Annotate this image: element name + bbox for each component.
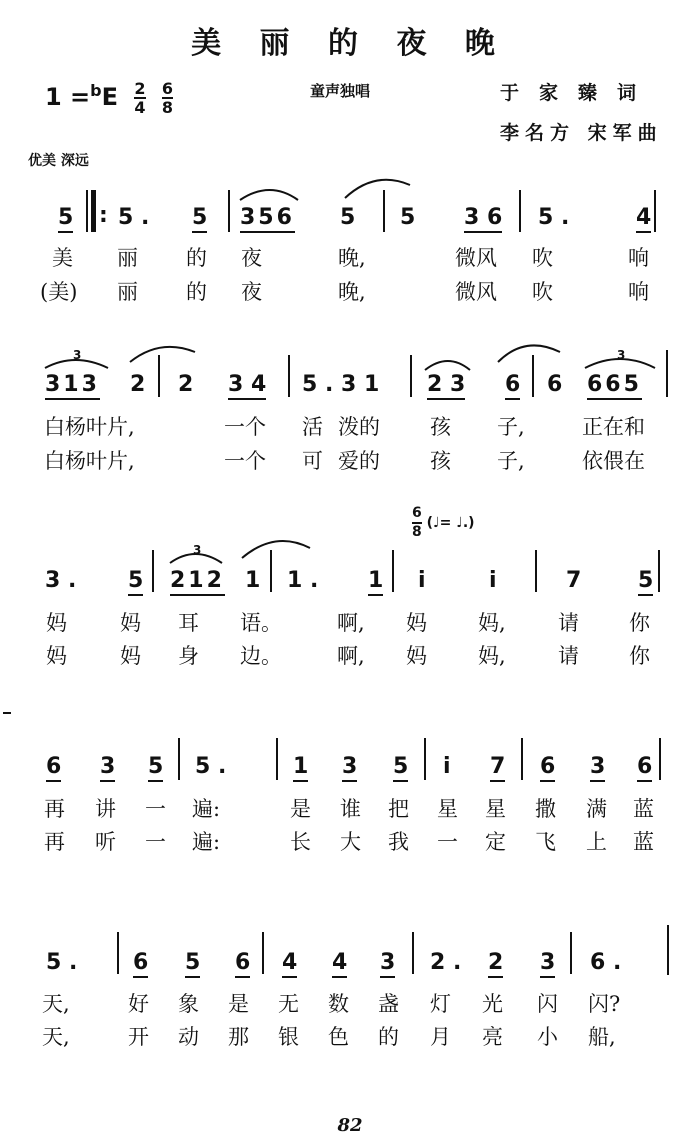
lyric: 听 — [95, 830, 116, 854]
lyric: 讲 — [95, 797, 116, 821]
lyric: 上 — [586, 830, 607, 854]
lyric: 数 — [328, 992, 349, 1016]
slur — [242, 541, 310, 558]
note: 7 — [490, 754, 505, 782]
lyric: 灯 — [430, 992, 451, 1016]
barline — [659, 738, 661, 780]
lyric: 活 — [302, 415, 323, 439]
note-group: 2 3 — [427, 372, 465, 400]
lyric: 星 — [485, 797, 506, 821]
flat-sign: b — [90, 81, 102, 100]
lyric: 飞 — [535, 830, 556, 854]
slur — [498, 345, 560, 362]
lyric: 谁 — [340, 797, 361, 821]
barline — [535, 550, 537, 592]
lyric: 孩 — [430, 415, 451, 439]
lyric: 的 — [378, 1025, 399, 1049]
lyric: 闪 — [537, 992, 558, 1016]
lyric: 天, — [42, 1025, 70, 1049]
lyric: 是 — [290, 797, 311, 821]
note-group: 665 — [587, 372, 642, 400]
lyric: 妈 — [46, 644, 67, 668]
barline — [276, 738, 278, 780]
note: 5 — [393, 754, 408, 782]
note: 5 — [128, 568, 143, 596]
note: 5 — [638, 568, 653, 596]
lyric: 一 — [145, 830, 166, 854]
lyric: 耳 — [178, 611, 199, 635]
lyric: 一 — [437, 830, 458, 854]
barline — [570, 932, 572, 974]
lyric: 无 — [278, 992, 299, 1016]
barline — [658, 550, 660, 592]
lyric: 盏 — [378, 992, 399, 1016]
lyric: 我 — [388, 830, 409, 854]
note: 5 . — [118, 205, 150, 230]
lyric: 动 — [178, 1025, 199, 1049]
lyric: 小 — [537, 1025, 558, 1049]
note: 6 . — [590, 950, 622, 975]
lyric: 你 — [629, 644, 650, 668]
lyric: 丽 — [117, 246, 138, 270]
barline — [392, 550, 394, 592]
note: 2 — [178, 372, 194, 397]
lyric: 妈 — [46, 611, 67, 635]
time-signature-1: $\frac{2}{4}$ — [134, 79, 146, 117]
barline — [412, 932, 414, 974]
note-group: 3 4 — [228, 372, 266, 400]
lyric: 夜 — [241, 246, 262, 270]
slur — [130, 347, 195, 362]
note-group: 3 6 — [464, 205, 502, 233]
lyric: 妈 — [120, 611, 141, 635]
lyric: 晚, — [338, 246, 366, 270]
tempo-change: $\frac{6}{8}$ (♩= ♩.) — [412, 505, 475, 540]
barline — [270, 550, 272, 592]
lyric: 吹 — [532, 280, 553, 304]
barline — [152, 550, 154, 592]
lyric: 子, — [497, 415, 525, 439]
barline — [228, 190, 230, 232]
lyric: (美) — [40, 280, 78, 304]
barline — [262, 932, 264, 974]
triplet-mark: 3 — [617, 348, 626, 362]
lyric: 依偎在 — [582, 449, 645, 473]
lyric: 语。 — [240, 611, 282, 635]
barline — [410, 355, 412, 397]
lyric: 的 — [186, 280, 207, 304]
note: 6 — [540, 754, 555, 782]
lyric: 再 — [44, 797, 65, 821]
note: 5 . — [195, 754, 227, 779]
lyric: 妈 — [120, 644, 141, 668]
lyric: 一 — [145, 797, 166, 821]
lyric: 撒 — [535, 797, 556, 821]
note: 5 — [185, 950, 200, 978]
lyric: 请 — [558, 611, 579, 635]
song-title: 美 丽 的 夜 晚 — [191, 26, 509, 61]
lyric: 孩 — [430, 449, 451, 473]
repeat-barline-thick — [91, 190, 96, 232]
lyric: 丽 — [117, 280, 138, 304]
note: 6 — [547, 372, 563, 397]
lyric: 的 — [186, 246, 207, 270]
barline — [521, 738, 523, 780]
slur — [425, 361, 470, 370]
lyric: 啊, — [337, 611, 365, 635]
lyric: 可 — [302, 449, 323, 473]
note-high: i — [443, 754, 451, 779]
lyric: 妈 — [406, 644, 427, 668]
lyric: 晚, — [338, 280, 366, 304]
note: 7 — [566, 568, 582, 593]
lyric: 满 — [586, 797, 607, 821]
note: 5 . — [538, 205, 570, 230]
lyric: 妈, — [478, 611, 506, 635]
barline — [654, 190, 656, 232]
page-number: 82 — [337, 1115, 363, 1136]
lyric: 亮 — [482, 1025, 503, 1049]
lyric: 一个 — [224, 449, 266, 473]
note: 3 — [380, 950, 395, 978]
note: 6 — [235, 950, 250, 978]
note: 3 — [590, 754, 605, 782]
note: 3 — [342, 754, 357, 782]
lyric: 那 — [228, 1025, 249, 1049]
barline — [666, 350, 668, 397]
pickup-note: 5 — [58, 205, 73, 233]
lyric: 正在和 — [582, 415, 645, 439]
note: 6 — [133, 950, 148, 978]
lyric: 子, — [497, 449, 525, 473]
tempo-equivalence: (♩= ♩.) — [426, 515, 475, 531]
note: 6 — [637, 754, 652, 782]
note: 4 — [282, 950, 297, 978]
lyric: 响 — [628, 246, 649, 270]
barline — [532, 355, 534, 397]
lyric: 爱的 — [338, 449, 380, 473]
lyric: 微风 — [455, 246, 497, 270]
lyric: 妈, — [478, 644, 506, 668]
lyric: 长 — [290, 830, 311, 854]
barline — [158, 355, 160, 397]
lyric: 蓝 — [633, 797, 654, 821]
lyric: 闪? — [588, 992, 621, 1016]
lyric: 吹 — [532, 246, 553, 270]
barline — [288, 355, 290, 397]
note: 5 — [148, 754, 163, 782]
lyric: 把 — [388, 797, 409, 821]
note: 5 . — [46, 950, 78, 975]
lyric: 啊, — [337, 644, 365, 668]
lyric: 是 — [228, 992, 249, 1016]
lyric: 微风 — [455, 280, 497, 304]
note-high: i — [418, 568, 426, 593]
note: 3 — [100, 754, 115, 782]
lyric: 好 — [128, 992, 149, 1016]
lyric: 请 — [558, 644, 579, 668]
note: 6 — [46, 754, 61, 782]
lyric: 白杨叶片, — [44, 449, 135, 473]
lyric: 遍: — [192, 830, 221, 854]
lyric: 船, — [588, 1025, 616, 1049]
lyric: 美 — [52, 246, 73, 270]
note: 4 — [636, 205, 651, 233]
lyric: 你 — [629, 611, 650, 635]
lyric: 天, — [42, 992, 70, 1016]
note: 5 — [192, 205, 207, 233]
composer-credit: 李名方 宋军曲 — [500, 122, 663, 144]
note: 1 — [293, 754, 308, 782]
lyric: 泼的 — [338, 415, 380, 439]
barline — [667, 925, 669, 975]
key-tonic: E — [101, 83, 119, 111]
lyric: 再 — [44, 830, 65, 854]
triplet-mark: 3 — [193, 543, 202, 557]
lyric: 象 — [178, 992, 199, 1016]
note: 5 — [340, 205, 356, 230]
barline — [178, 738, 180, 780]
barline — [117, 932, 119, 974]
performance-style: 童声独唱 — [310, 82, 371, 100]
note-group: 313 — [45, 372, 100, 400]
lyric: 月 — [430, 1025, 451, 1049]
key-prefix: 1 = — [45, 83, 91, 111]
note: 4 — [332, 950, 347, 978]
lyric: 一个 — [224, 415, 266, 439]
note-group: 5 . 3 1 — [302, 372, 380, 397]
lyric: 定 — [485, 830, 506, 854]
lyric: 开 — [128, 1025, 149, 1049]
slur — [240, 190, 298, 200]
note: 1 . — [287, 568, 319, 593]
lyric: 色 — [328, 1025, 349, 1049]
lyric: 光 — [482, 992, 503, 1016]
note: 2 — [488, 950, 503, 978]
note-group: 212 — [170, 568, 225, 596]
barline — [383, 190, 385, 232]
lyric: 身 — [178, 644, 199, 668]
lyric: 夜 — [241, 280, 262, 304]
note-group: 356 — [240, 205, 295, 233]
note: 3 . — [45, 568, 77, 593]
note: 6 — [505, 372, 520, 400]
barline — [519, 190, 521, 232]
lyricist-credit: 于家臻词 — [500, 82, 657, 104]
lyric: 妈 — [406, 611, 427, 635]
lyric: 大 — [340, 830, 361, 854]
note: 2 — [130, 372, 146, 397]
note: 1 — [368, 568, 383, 596]
expression-mark: 优美 深远 — [28, 153, 89, 169]
lyric: 遍: — [192, 797, 221, 821]
note: 2 . — [430, 950, 462, 975]
lyric: 银 — [278, 1025, 299, 1049]
note: 5 — [400, 205, 416, 230]
note-high: i — [489, 568, 497, 593]
barline — [424, 738, 426, 780]
lyric: 蓝 — [633, 830, 654, 854]
lyric: 边。 — [240, 644, 282, 668]
lyric: 星 — [437, 797, 458, 821]
note: 1 — [245, 568, 261, 593]
lyric: 响 — [628, 280, 649, 304]
slur — [345, 180, 410, 198]
note: 3 — [540, 950, 555, 978]
time-signature-2: $\frac{6}{8}$ — [161, 79, 174, 117]
triplet-mark: 3 — [73, 348, 82, 362]
lyric: 白杨叶片, — [44, 415, 135, 439]
repeat-barline — [86, 190, 88, 232]
